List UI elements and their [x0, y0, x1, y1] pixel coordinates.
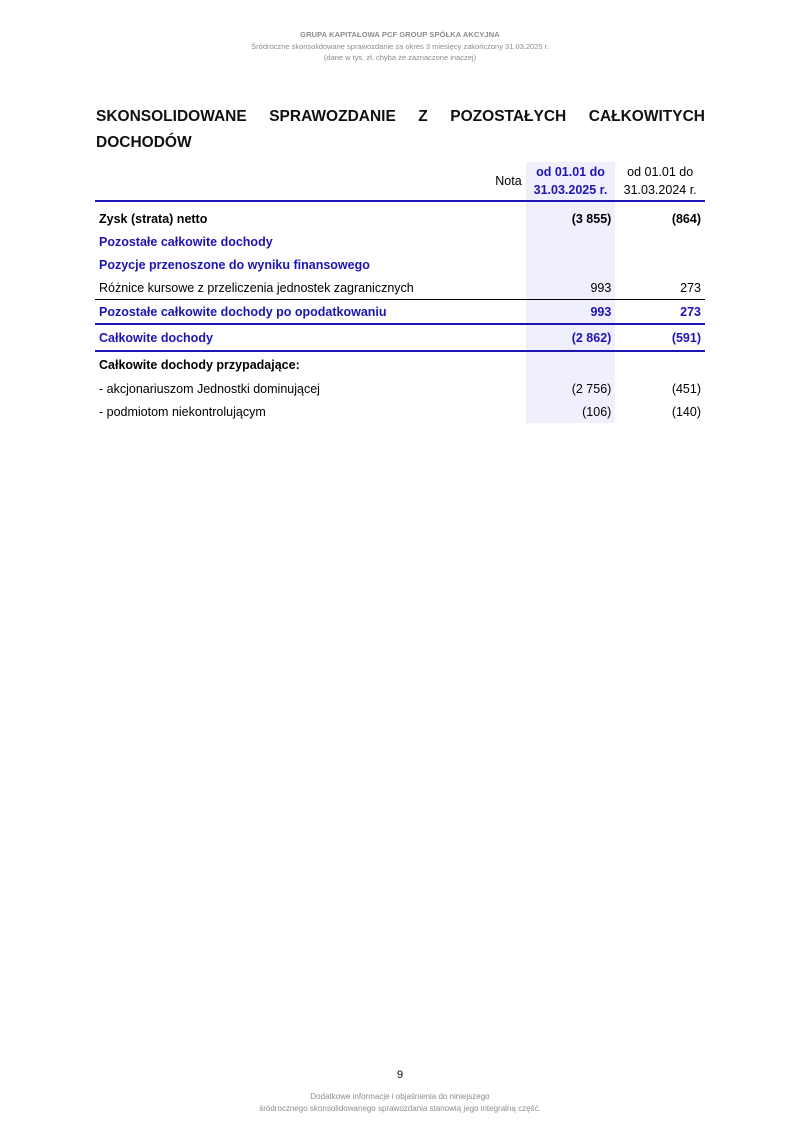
table-row [95, 377, 705, 400]
row-nota [439, 253, 526, 276]
table-header-row [95, 162, 705, 201]
header-company: GRUPA KAPITAŁOWA PCF GROUP SPÓŁKA AKCYJNA [300, 30, 500, 39]
header-current-line2: 31.03.2025 r. [533, 183, 608, 197]
header-previous-period [615, 162, 705, 201]
row-current: 993 [526, 276, 616, 300]
header-current-period [526, 162, 616, 201]
row-nota [439, 324, 526, 351]
row-previous: (591) [615, 324, 705, 351]
row-previous [615, 351, 705, 377]
row-current [526, 253, 616, 276]
statement-title: SKONSOLIDOWANE SPRAWOZDANIE Z POZOSTAŁYCH CAŁKOWITYCH DOCHODÓW [96, 108, 705, 151]
row-label: Pozostałe całkowite dochody po opodatkowaniu [95, 300, 439, 325]
row-previous: 273 [680, 280, 701, 295]
header-previous-line1: od 01.01 do [627, 165, 694, 179]
row-label: Różnice kursowe z przeliczenia jednostek zagranicznych [99, 280, 414, 295]
row-nota [439, 230, 526, 253]
header-subtitle: Śródroczne skonsolidowane sprawozdanie za okres 3 miesięcy zakończony 31.03.2025 r. [251, 42, 549, 51]
row-current [526, 351, 616, 377]
page-number: 9 [396, 1069, 404, 1081]
row-current [526, 230, 616, 253]
row-nota [439, 377, 526, 400]
row-previous [615, 253, 705, 276]
row-label: Całkowite dochody [95, 324, 439, 351]
row-previous: (140) [671, 404, 701, 419]
row-current: (2 756) [526, 377, 616, 400]
header-desc-cell [95, 162, 439, 201]
row-nota [439, 300, 526, 325]
footer-line-1: Dodatkowe informacje i objaśnienia do niniejszego [310, 1092, 490, 1101]
row-nota [439, 276, 526, 300]
row-label: - podmiotom niekontrolującym [99, 404, 266, 419]
header-nota: Nota [439, 162, 526, 201]
row-nota [439, 400, 526, 423]
row-label: Pozycje przenoszone do wyniku finansowego [99, 257, 370, 272]
row-previous: (451) [671, 381, 701, 396]
table-row [95, 276, 705, 300]
statement-table [95, 162, 705, 423]
table-row [95, 400, 705, 423]
row-current: (2 862) [526, 324, 616, 351]
row-label: Całkowite dochody przypadające: [99, 357, 300, 372]
row-previous: 273 [615, 300, 705, 325]
row-previous [615, 230, 705, 253]
header-current-line1: od 01.01 do [536, 165, 605, 179]
row-nota [439, 351, 526, 377]
row-label: Zysk (strata) netto [99, 211, 208, 226]
row-current: 993 [526, 300, 616, 325]
table-row [95, 253, 705, 276]
footer-line-2: śródrocznego skonsolidowanego sprawozdania stanowią jego integralną część. [259, 1104, 541, 1113]
table-row [95, 351, 705, 377]
row-label: Pozostałe całkowite dochody [99, 234, 273, 249]
row-nota [439, 207, 526, 230]
row-current: (106) [526, 400, 616, 423]
row-current: (3 855) [526, 207, 616, 230]
header-previous-line2: 31.03.2024 r. [623, 183, 697, 197]
row-previous: (864) [671, 211, 701, 226]
table-row [95, 230, 705, 253]
table-row [95, 324, 705, 351]
header-units: (dane w tys. zł, chyba że zaznaczone inaczej) [323, 53, 477, 62]
row-label: - akcjonariuszom Jednostki dominującej [99, 381, 320, 396]
table-row [95, 207, 705, 230]
table-row [95, 300, 705, 325]
